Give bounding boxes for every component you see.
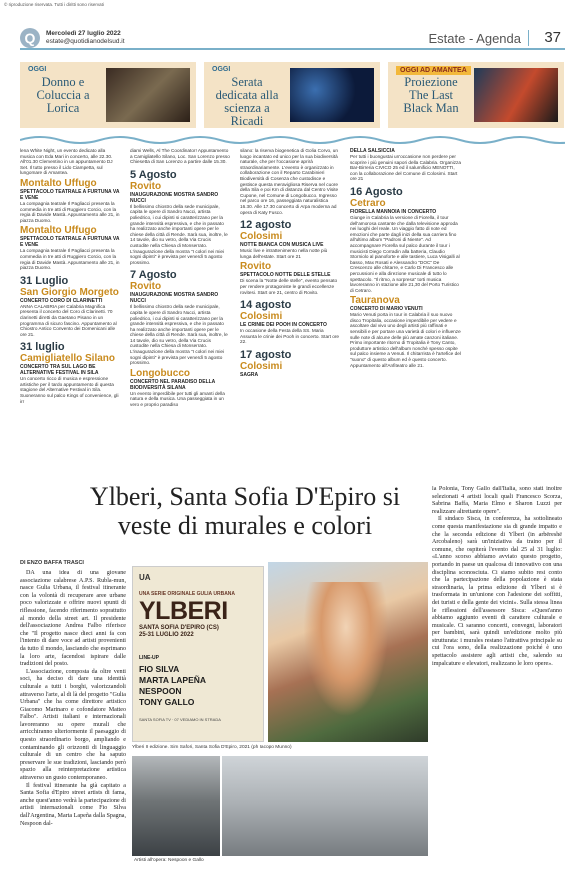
- agenda-column-1: [20, 148, 120, 406]
- event-place: Tauranova: [350, 295, 400, 307]
- event-title: CONCERTO NEL PARADISO DELLA BIODIVERSITÀ SILANA: [130, 378, 216, 391]
- event-date: 14 agosto: [240, 299, 292, 312]
- page-number: 37: [544, 29, 561, 46]
- event-text: ANNA CALABRIA per Calabria Magnifica presenta il concerto del Coro di Clarinetti. 70 clarinetti diretti da Gaetano Pisano in un programma di sicuro fascino. Appuntamento al Chiostro Antico Convento dei Domenicani alle ore 21.: [20, 303, 117, 337]
- event-title: INAUGURAZIONE MOSTRA SANDRO NUCCI: [130, 292, 219, 305]
- promo-headline: Donno e Coluccia a Lorica: [36, 75, 90, 115]
- event-place: Cetraro: [350, 197, 386, 209]
- artist-name: MARTA LAPEÑA: [139, 675, 207, 685]
- wave-divider: [20, 134, 565, 144]
- agenda-text: silano: la riserva biogenetica di Golia Corvo, un luogo incantato ed unico per la sua biodiversità naturale, che per l'occasione aprirà straordinariamente. L'evento è organizzato in collaborazione con il Reparto Carabinieri Biodiversità di Cosenza che custodisce e gestisce questa meravigliosa Riserva nel cuore della Sila e poi Km di distanza dal Centro Visite Cupone, nel Comune di Longobucco. Ingresso nel parco ore 16, passeggiata naturalistica 16.30. Alle 17.30 concerto di Arpa moderna ad opera di Katy Fusco.: [240, 148, 339, 215]
- event-text: Giunge in Calabria la versione di Fiorella, il tour dell'amorosa cantante che dalla televisione approda nei luoghi del reale. Un viaggio fatto di note ed emozioni che parte dagli inizi della sua carriera fino all'ultimo album "Padroni di Niente". Ad accompagnare Fiorella sul palco durante il tour i musicisti Diego Corradin alla batteria, Claudio Storniolo al pianoforte e alle tastiere, Luca Visigalli al basso, Max Rosati e Alessandro "DOC" De Crescenzo alle chitarre, e Carlo Di Francesco alle percussioni e alla direzione musicale di tutto lo spettacolo. "Il ritmo, a sorpresa" torti musica lavoreranno in stazione alle 21,30 del Porto Turistico di Cetraro.: [350, 214, 460, 293]
- article-column-2: [432, 486, 562, 860]
- event-text: In occasione della Festa della SS. Maria Assunta le crinie dei Pooh in concerto. Start ore 22.: [240, 328, 340, 345]
- poster-lineup: [139, 653, 206, 708]
- event-place: Montalto Uffugo: [20, 225, 97, 237]
- article-byline: DI ENZO BAFFA TRASCI: [20, 560, 84, 566]
- event-place: Colosimi: [240, 360, 283, 372]
- page-header: [20, 28, 565, 50]
- event-title: CONCERTO CORO DI CLARINETTI: [20, 297, 103, 304]
- event-place: Rovito: [130, 281, 162, 293]
- event-place: Longobucco: [130, 367, 190, 379]
- artist-at-work-photo: [132, 756, 220, 856]
- event-title: SPETTACOLO TEATRALE A FURTUNA VA E VENE: [20, 236, 120, 249]
- promo-box-ricadi[interactable]: [204, 62, 380, 128]
- artist-name: FIO SILVA: [139, 664, 180, 674]
- issue-date: Mercoledì 27 luglio 2022: [46, 30, 121, 37]
- article-paragraph: Il festival itinerante ha già capitato a Santa Sofia d'Epiro street artists di fama, anche quest'anno vedrà la partecipazione di artisti internazionali come Fio Silva dall'Argentina, Marta Lapeña dalla Spagna, Nespoon dal-: [20, 782, 126, 827]
- event-text: La compagnia teatrale Il Pagliacci presenta la commedia in tre atti di Ruggiero Corcio, con la regia di Davide Mastà. Appuntamento alle 21, in piazza Duomo.: [20, 200, 120, 223]
- event-place: Camigliatello Silano: [20, 353, 116, 365]
- event-text: Un concerto ricco di musica e espressione artistiche per il tardo appuntamento di questa stagione del Alternative Festival in Sila. Suoneranno sul palco Kings of convenience, gli irr: [20, 376, 119, 404]
- event-place: Rovito: [130, 180, 162, 192]
- event-title: SPETTACOLO NOTTE DELLE STELLE: [240, 272, 331, 279]
- event-text: Un evento imperdibile per tutti gli amanti della natura e della musica. Una passeggiata in un vero e proprio paradiso: [130, 390, 225, 408]
- poster-title: YLBERI: [139, 597, 228, 625]
- agenda-column-2: [130, 148, 230, 410]
- event-title: CONCERTO DI MARIO VENUTI: [350, 306, 423, 313]
- event-date: 12 agosto: [240, 219, 292, 232]
- promo-box-amantea[interactable]: [388, 62, 564, 128]
- event-place: Colosimi: [240, 231, 283, 243]
- artist-name: NESPOON: [139, 686, 182, 696]
- article-paragraph: Il sindaco Sisca, in conferenza, ha sottolineato come questa manifestazione sia di grande impatto e che la seconda edizione di Ylberi (in arbëreshë Arcobaleno) sarà un'iniziativa da traino per il comune, che ospiterà l'evento dal 25 al 31 luglio: «L'anno scorso abbiamo avviato questo progetto, portando in paese un qualcosa di innovativo con una disciplina sconosciuta. Ci siamo subito resi conto che la partecipazione della popolazione è stata straordinaria, la prima edizione di Ylberi si è trasformata in un'unione con l'adesione dei soffitti, dei turisti e della gente dei vicini». Sulla stessa linea le riflessioni dell'assessore Sisca: «Quest'anno abbiamo aggiunto eventi di carattere culturale e musicale. Ci saranno concerti, convegni, laboratori per bambini, sarà quindi un'edizione molto più strutturata: i murales restano l'attrattiva principale su cui l'ora sono, della realizzazione poiché è uno spettacolo assistere agli artisti che, salendo su impalcature e elevatori, realizzano le loro opere».: [432, 516, 562, 667]
- promo-tag: OGGI: [28, 66, 47, 73]
- article-column-1: [20, 570, 126, 864]
- event-title: SAGRA: [240, 371, 259, 378]
- event-title: CONCERTO TRA SUL LAGO BE ALTERNATIVE FESTIVAL IN SILA: [20, 364, 99, 377]
- lineup-label: LINE-UP: [139, 655, 159, 661]
- event-title: INAUGURAZIONE MOSTRA SANDRO NUCCI: [130, 191, 219, 204]
- science-photo: [290, 68, 374, 122]
- mural-wall-photo: [222, 756, 428, 856]
- event-date: 5 Agosto: [130, 168, 177, 181]
- event-text: Mario Venuti porta in tour in Calabria il suo nuovo disco Tropitalia, occasione imperdibile per vedere e ascoltare dal vivo uno degli artisti più raffinati e sensibili e per portare una varietà di colori e influenze sulle note di alcune delle più amate canzoni italiane. Primo importante ritorno di Tropitalia è Tony Canto, produttore artistico dell'album nonché spesso ospite sul palco insieme a Venuti. Il chitarrista è l'artefice del "suono" di questo album ed è questo concerto. Appuntamento all'Anfiteatro alle 21.: [350, 312, 461, 368]
- poster-logo: UA: [139, 573, 151, 582]
- poster-footer: SANTA SOFIA TV · 07 VEDIAMO IN STRADA: [139, 717, 221, 722]
- event-text: Di scena la "Notte delle stelle", evento pensato per rendere protagoniste le grandi eccellenze rovitesi. Start ore 21, centro di Rovito.: [240, 278, 338, 295]
- photo-caption: Artisti all'opera: Nespoon e Gallo: [134, 858, 204, 863]
- event-text: Music live e intrattenimento nella notte più lunga dell'estate. Start ore 21: [240, 248, 328, 259]
- agenda-column-4: [350, 148, 462, 370]
- mural-figure: [296, 582, 396, 732]
- promo-box-lorica[interactable]: [20, 62, 196, 128]
- article-paragraph: DA una idea di una giovane associazione calabrese A.P.S. Rubla-mun, nasce Gulia Urbana, il festival itinerante con la volontà di recuperare aree urbane poco valorizzate e offrire nuovi spunti di riflessione, facendo riferimento soprattutto al mondo della street art. Il presidente dell'associazione Andrea Falbo riferisce che "Il progetto nasce dieci anni fa con l'intento di dare voce ad artisti provenienti da tutto il mondo, lasciando che esprimano la loro arte, facendosi ispirare dalle tradizioni del posto.: [20, 570, 126, 668]
- article-headline: Ylberi, Santa Sofia D'Epiro si veste di murales e colori: [89, 482, 401, 540]
- contact-email[interactable]: estate@quotidianodelsud.it: [46, 38, 125, 45]
- event-title: LE CRINIE DEI POOH IN CONCERTO: [240, 322, 327, 329]
- article-paragraph: L'associazione, composta da oltre venti soci, ha deciso di dare una identità culturale a tutti i borghi, valorizzandoli attraverso l'arte, al di là del progetto "Gulia Urbana" che ha come direttore artistico Giacomo Marinaro e cofondatore Matteo Falbo". Artisti italiani e internazionali lavoreranno su opere murali che arricchiranno ulteriormente il paesaggio di questo straordinario borgo, ampliando e contaminando gli orizzonti di linguaggio culturale di un centro che ha saputo preservare le sue tradizioni, lasciando però spazio alla reinterpretazione artistica attraverso un gusto contemporaneo.: [20, 668, 126, 782]
- event-text: La compagnia teatrale Il Pagliacci presenta la commedia in tre atti di Ruggiero Corcio, con la regia di Davide Mastà. Appuntamento alle 21, in piazza Duomo.: [20, 248, 120, 271]
- event-place: Rovito: [240, 261, 272, 273]
- newspaper-logo: Q: [20, 28, 40, 48]
- event-date: 31 Luglio: [20, 274, 69, 287]
- artist-name: TONY GALLO: [139, 697, 195, 707]
- event-text: Il bellissimo chiostro della sede municipale, capita le opere di Sandro Nucci, artista poliedrico, i cui dipinti si caratterizzano per la grande intensità espressiva, e che in passato ha realizzato anche importanti opere per le chiese della città di Rende. Sarà sua, inoltre, le 14 tavole, dio su vetro, della Via Crucis custodite nella Chiesa di Monserrato. L'inaugurazione della mostra "I colori nei miei sogni dipinti" è prevista per venerdì 5 agosto prossimo.: [130, 304, 228, 366]
- event-text: Il bellissimo chiostro della sede municipale, capita le opere di Sandro Nucci, artista poliedrico, i cui dipinti si caratterizzano per la grande intensità espressiva, e che in passato ha realizzato anche importanti opere per le chiese della città di Rende. Sarà sua, inoltre, le 14 tavole, dio su vetro, della Via Crucis custodite nella Chiesa di Monserrato. L'inaugurazione della mostra "I colori nei miei sogni dipinti" è prevista per venerdì 5 agosto prossimo.: [130, 203, 228, 265]
- musician-photo: [106, 68, 190, 122]
- event-date: 17 agosto: [240, 348, 292, 361]
- mural-photo: [268, 562, 428, 742]
- photo-caption: Ylberi II edizione. Sim Safori, Santa Sofia D'Epiro, 2021 (ph Iacopo Munno): [132, 745, 292, 750]
- poster-location: SANTA SOFIA D'EPIRO (CS): [139, 625, 219, 631]
- event-place: Colosimi: [240, 311, 283, 323]
- event-date: 7 Agosto: [130, 269, 177, 282]
- agenda-text: lena White Night, un evento dedicato alla musica con Eda Mari in concerto, alle 22.30. All'01.30 Clementino in un appuntamento DJ Set. Il tutto presso il Lido Ciampetta, sul lungomare di Amantea.: [20, 148, 113, 176]
- agenda-text: diami Wells, Al The Coordinator! Appuntamento a Camigliatello Silano, Loc. San Lorenzo presso Chiesetta di San Lorenzo a partire dalle 15.30.: [130, 148, 230, 165]
- event-place: Montalto Uffugo: [20, 177, 97, 189]
- copyright-notice: © riproduzione riservata. Tutti i diritti sono riservati: [4, 2, 104, 7]
- agenda-text: Per tutti i buongustai un'occasione non perdere per scoprire i più genuini sapori della Calabria. Organizza Bar-Birreria CIVICO 25 ed il salumificio MENOTTI, con la collaborazione del Comune di Colosimi. Start ore 21: [350, 154, 461, 182]
- poster-place: [139, 625, 219, 639]
- event-title: DELLA SALSICCIA: [350, 148, 395, 154]
- event-title: SPETTACOLO TEATRALE A FURTUNA VA E VENE: [20, 188, 120, 201]
- promo-tag: OGGI: [212, 66, 231, 73]
- article-paragraph: la Polonia, Tony Gallo dall'Italia, sono stati inoltre selezionati 4 artisti locali quali Francesco Scorza, Sabrina Baffa, Maria Elmo e Sharon Luzzi per realizzare altrettante opere".: [432, 486, 562, 515]
- promo-tag: OGGI AD AMANTEA: [396, 66, 471, 75]
- header-date: [46, 30, 125, 46]
- event-title: FIORELLA MANNOIA IN CONCERTO: [350, 208, 437, 215]
- promo-headline: Proiezione The Last Black Man: [403, 75, 459, 115]
- agenda-column-3: [240, 148, 340, 378]
- event-date: 31 luglio: [20, 341, 65, 354]
- header-divider: [528, 30, 529, 46]
- event-place: San Giorgio Morgeto: [20, 286, 119, 298]
- event-title: NOTTE BIANCA CON MUSICA LIVE: [240, 242, 324, 249]
- section-title: Estate - Agenda: [428, 31, 521, 46]
- promo-strip: [20, 62, 565, 128]
- poster-dates: 25-31 LUGLIO 2022: [139, 632, 194, 638]
- film-still-photo: [474, 68, 558, 122]
- festival-poster: [132, 566, 264, 742]
- agenda-listings: [20, 148, 565, 466]
- event-date: 16 Agosto: [350, 185, 403, 198]
- poster-subtitle: UNA SERIE ORIGINALE GULIA URBANA: [139, 591, 236, 597]
- promo-headline: Serata dedicata alla scienza a Ricadi: [215, 75, 279, 128]
